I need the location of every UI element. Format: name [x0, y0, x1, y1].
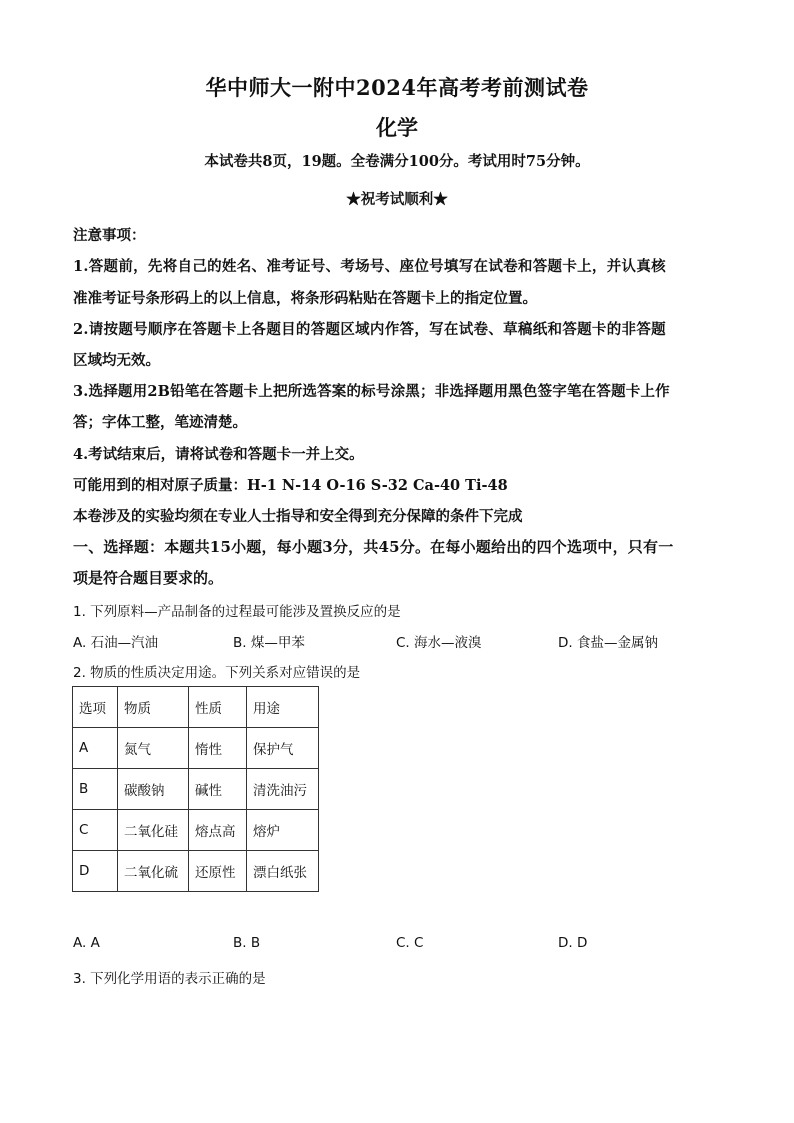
- section-heading: 一、选择题：本题共15小题，每小题3分，共45分。在每小题给出的四个选项中，只有一: [73, 538, 674, 556]
- table-row: [73, 851, 319, 892]
- table-row: [73, 769, 319, 810]
- notes-heading: 注意事项：: [73, 227, 146, 244]
- q1-option-a: A. 石油—汽油: [73, 635, 159, 651]
- exam-title: 华中师大一附中2024年高考考前测试卷: [205, 75, 589, 100]
- table-cell: 物质: [118, 687, 189, 728]
- table-cell: 用途: [247, 687, 319, 728]
- q2-option-c: C. C: [396, 935, 424, 951]
- q2-option-d: D. D: [558, 935, 588, 951]
- safety-note: 本卷涉及的实验均须在专业人士指导和安全得到充分保障的条件下完成: [73, 508, 523, 525]
- q1-option-b: B. 煤—甲苯: [233, 635, 305, 651]
- note-line: 2.请按题号顺序在答题卡上各题目的答题区域内作答，写在试卷、草稿纸和答题卡的非答题: [73, 321, 666, 338]
- good-luck-text: ★祝考试顺利★: [346, 191, 448, 208]
- table-row: [73, 728, 319, 769]
- q2-property-table: [72, 686, 319, 892]
- q2-option-b: B. B: [233, 935, 261, 951]
- question-1-stem: 1. 下列原料—产品制备的过程最可能涉及置换反应的是: [73, 604, 401, 620]
- table-cell: 碳酸钠: [118, 769, 189, 810]
- section-heading-cont: 项是符合题目要求的。: [73, 569, 224, 587]
- note-line: 4.考试结束后，请将试卷和答题卡一并上交。: [73, 446, 364, 463]
- q2-option-a: A. A: [73, 935, 100, 951]
- q1-option-c: C. 海水—液溴: [396, 635, 482, 651]
- table-cell: 性质: [189, 687, 247, 728]
- table-cell: 氮气: [118, 728, 189, 769]
- table-cell: C: [73, 810, 118, 851]
- table-cell: A: [73, 728, 118, 769]
- table-cell: B: [73, 769, 118, 810]
- table-cell: D: [73, 851, 118, 892]
- atomic-mass-line: 可能用到的相对原子质量：H-1 N-14 O-16 S-32 Ca-40 Ti-48: [73, 477, 508, 494]
- table-header-row: [73, 687, 319, 728]
- table-cell: 保护气: [247, 728, 319, 769]
- question-3-stem: 3. 下列化学用语的表示正确的是: [73, 971, 266, 987]
- note-line: 准准考证号条形码上的以上信息，将条形码粘贴在答题卡上的指定位置。: [73, 290, 537, 307]
- table-cell: 还原性: [189, 851, 247, 892]
- table-cell: 清洗油污: [247, 769, 319, 810]
- table-row: [73, 810, 319, 851]
- subject-title: 化学: [376, 115, 418, 140]
- note-line: 答；字体工整，笔迹清楚。: [73, 414, 247, 431]
- table-cell: 选项: [73, 687, 118, 728]
- table-cell: 熔点高: [189, 810, 247, 851]
- table-cell: 惰性: [189, 728, 247, 769]
- table-cell: 二氧化硅: [118, 810, 189, 851]
- question-2-stem: 2. 物质的性质决定用途。下列关系对应错误的是: [73, 665, 361, 681]
- table-cell: 漂白纸张: [247, 851, 319, 892]
- note-line: 1.答题前，先将自己的姓名、准考证号、考场号、座位号填写在试卷和答题卡上，并认真核: [73, 258, 666, 275]
- note-line: 3.选择题用2B铅笔在答题卡上把所选答案的标号涂黑；非选择题用黑色签字笔在答题卡上作: [73, 383, 670, 400]
- note-line: 区域均无效。: [73, 352, 160, 369]
- table-cell: 熔炉: [247, 810, 319, 851]
- exam-info: 本试卷共8页，19题。全卷满分100分。考试用时75分钟。: [204, 153, 590, 170]
- table-cell: 碱性: [189, 769, 247, 810]
- q1-option-d: D. 食盐—金属钠: [558, 635, 658, 651]
- table-cell: 二氧化硫: [118, 851, 189, 892]
